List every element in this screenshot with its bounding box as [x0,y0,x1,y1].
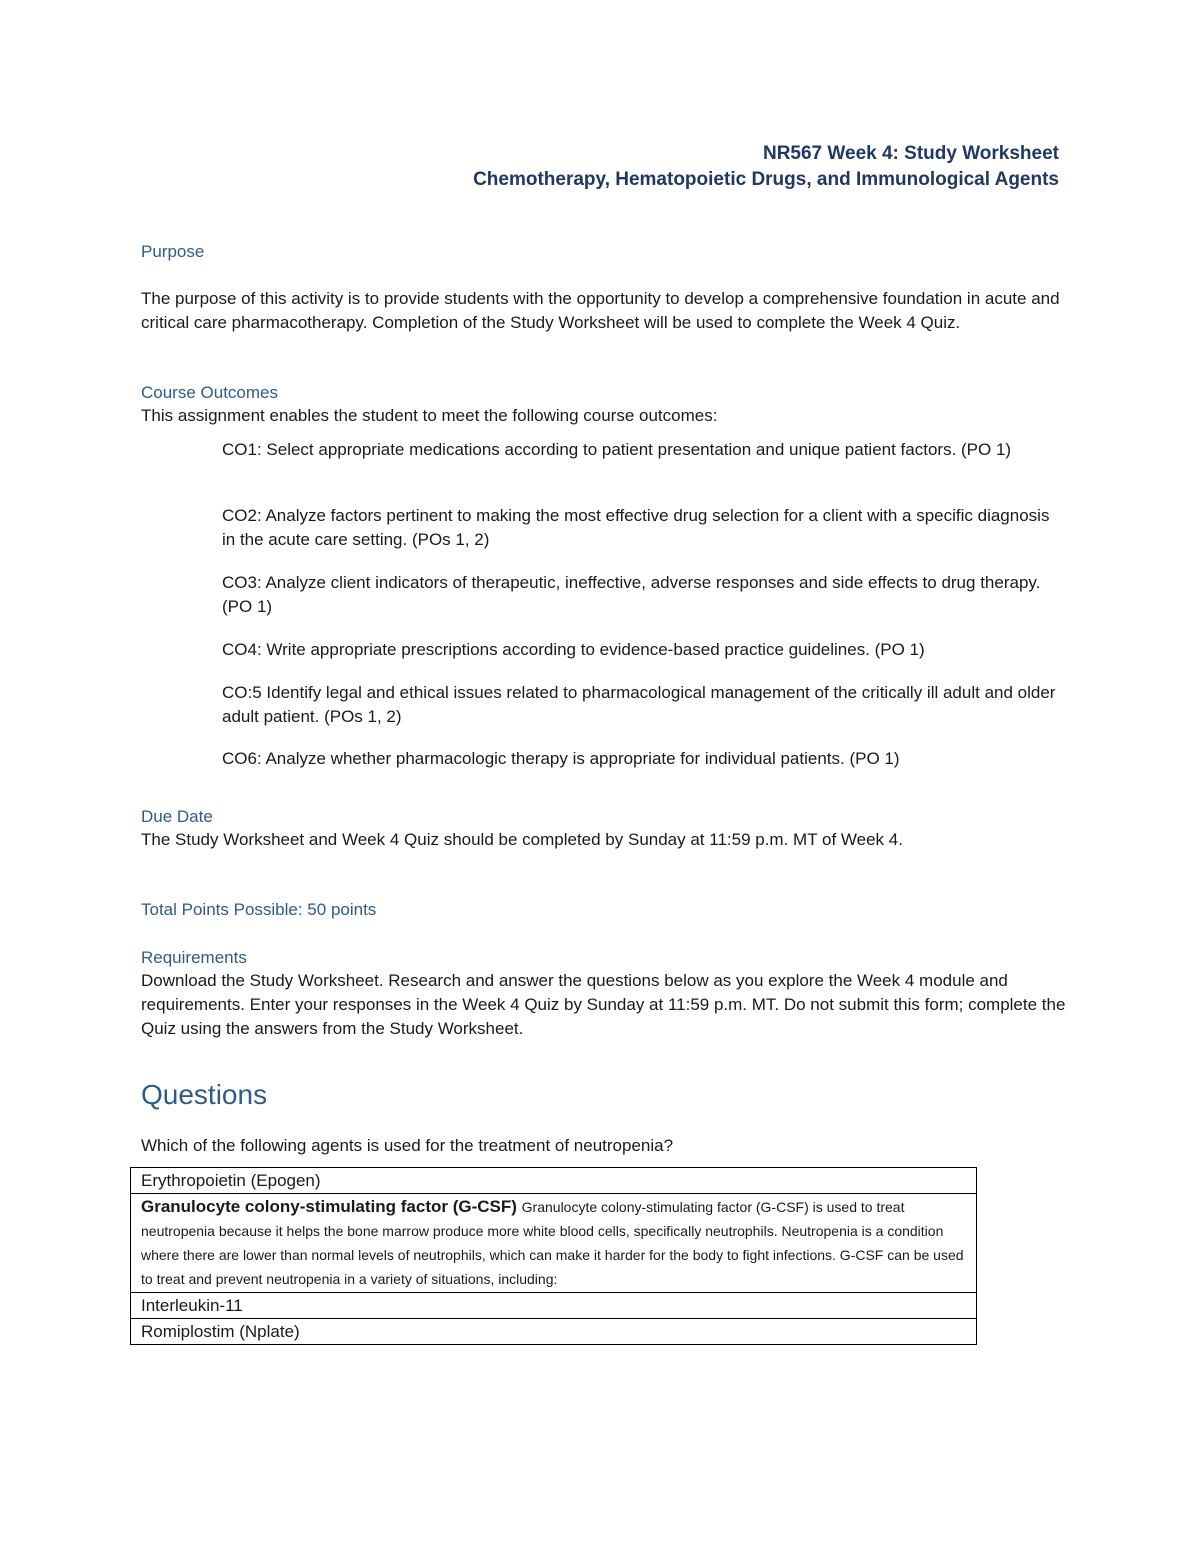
due-date-heading: Due Date [141,807,213,826]
document-subtitle: Chemotherapy, Hematopoietic Drugs, and Immunological Agents [473,169,1059,190]
outcome-co4: CO4: Write appropriate prescriptions according to evidence-based practice guidelines. (PO 1) [222,640,925,659]
purpose-text: The purpose of this activity is to provide students with the opportunity to develop a comprehensive foundation in acute and critical care pharmacotherapy. Completion of the Study Worksheet will be used to complete the Week 4 Quiz. [141,289,1060,332]
document-header [473,141,1059,193]
question-1-options-table [130,1167,977,1345]
option-d[interactable]: Romiplostim (Nplate) [131,1319,977,1345]
option-row[interactable] [131,1293,977,1319]
outcome-co6: CO6: Analyze whether pharmacologic therapy is appropriate for individual patients. (PO 1) [222,749,900,768]
option-c[interactable]: Interleukin-11 [131,1293,977,1319]
due-date-text: The Study Worksheet and Week 4 Quiz should be completed by Sunday at 11:59 p.m. MT of Week 4. [141,830,903,849]
purpose-heading: Purpose [141,242,205,261]
option-row[interactable] [131,1194,977,1293]
option-a[interactable]: Erythropoietin (Epogen) [131,1168,977,1194]
outcome-co3: CO3: Analyze client indicators of therapeutic, ineffective, adverse responses and side effects to drug therapy. (PO 1) [222,573,1041,616]
total-points-heading: Total Points Possible: 50 points [141,900,377,919]
course-outcomes-intro: This assignment enables the student to meet the following course outcomes: [141,406,718,425]
option-row[interactable] [131,1168,977,1194]
document-title: NR567 Week 4: Study Worksheet [762,143,1059,164]
outcome-co5: CO:5 Identify legal and ethical issues related to pharmacological management of the critically ill adult and older adult patient. (POs 1, 2) [222,683,1056,726]
requirements-text: Download the Study Worksheet. Research and answer the questions below as you explore the Week 4 module and requirements. Enter your responses in the Week 4 Quiz by Sunday at 11:59 p.m. MT. Do not submit this form; complete the Quiz using the answers from the Study Worksheet. [141,971,1066,1038]
outcome-co2: CO2: Analyze factors pertinent to making the most effective drug selection for a client with a specific diagnosis in the acute care setting. (POs 1, 2) [222,506,1050,549]
option-row[interactable] [131,1319,977,1345]
option-b[interactable] [131,1194,977,1293]
questions-heading: Questions [141,1079,268,1110]
option-b-explanation: Granulocyte colony-stimulating factor (G-CSF) is used to treat neutropenia because it helps the bone marrow produce more white blood cells, specifically neutrophils. Neutropenia is a condition where there are lower than normal levels of neutrophils, which can make it harder for the body to fight infections. G-CSF can be used to treat and prevent neutropenia in a variety of situations, including: [141,1199,964,1287]
question-1-prompt: Which of the following agents is used for the treatment of neutropenia? [141,1136,674,1155]
requirements-heading: Requirements [141,948,247,967]
outcome-co1: CO1: Select appropriate medications according to patient presentation and unique patient factors. (PO 1) [222,440,1012,459]
option-b-title: Granulocyte colony-stimulating factor (G-CSF) [141,1197,517,1216]
course-outcomes-heading: Course Outcomes [141,383,278,402]
